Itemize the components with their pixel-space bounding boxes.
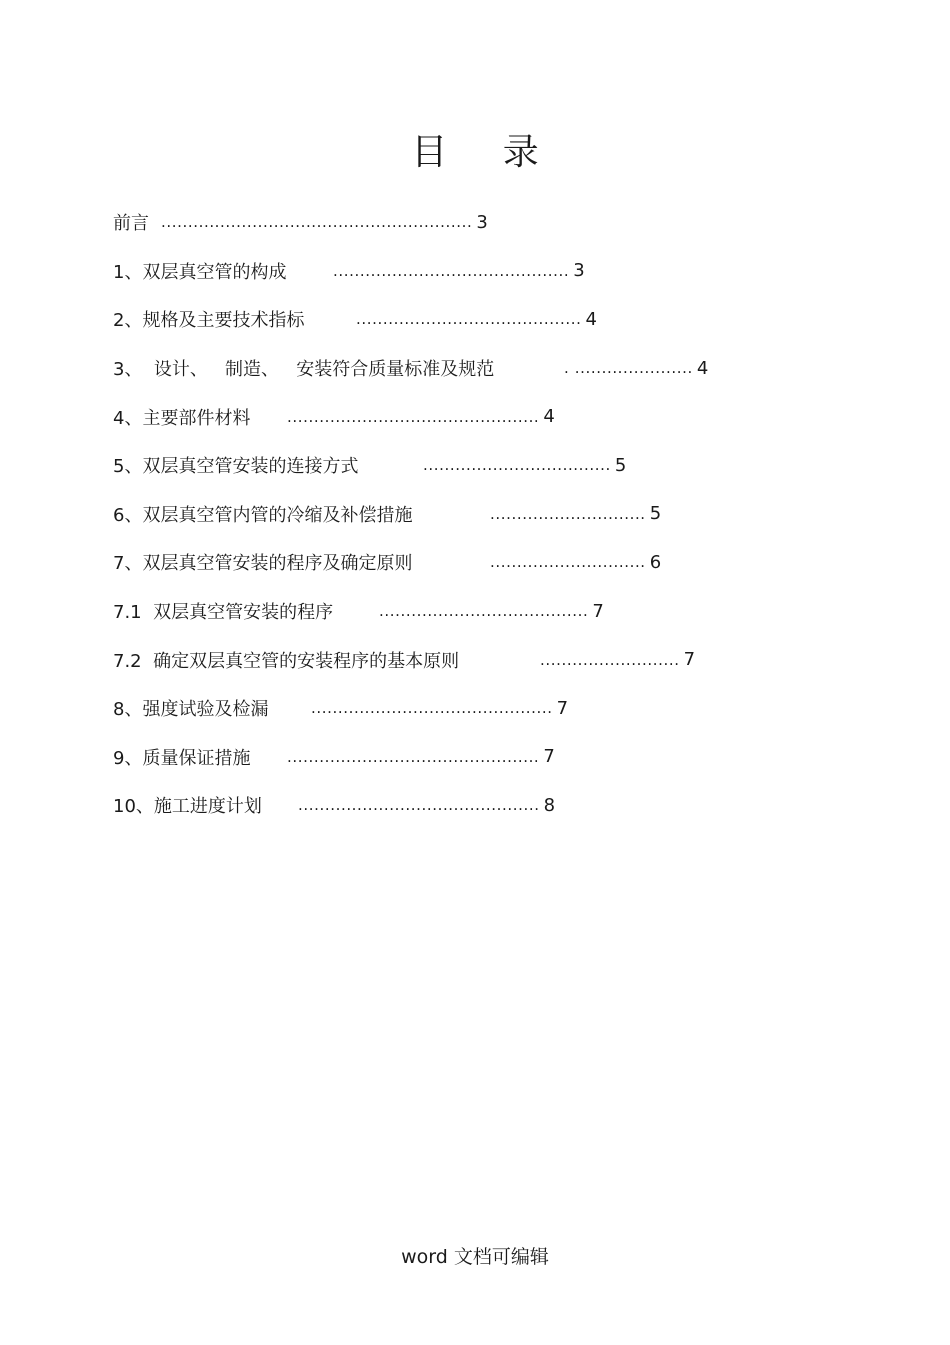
toc-entry-label: 8、强度试验及检漏 [113,699,269,721]
toc-entry-page: 6 [649,551,662,573]
toc-entry[interactable] [113,538,708,587]
toc-entry-label: 7.2 确定双层真空管的安装程序的基本原则 [113,650,460,672]
toc-entry-leader: .......................................... [356,310,582,329]
toc-entry[interactable] [113,490,708,539]
toc-entry[interactable] [113,635,708,684]
toc-entry-leader: ............................. [490,504,646,523]
toc-entry[interactable] [113,781,708,830]
toc-entry[interactable] [113,247,708,296]
toc-entry-label: 2、规格及主要技术指标 [113,310,305,332]
toc-entry-page: 7 [543,746,555,768]
toc-entry-leader: ............................. [490,553,646,572]
toc-entry[interactable] [113,392,708,441]
toc-entry-label: 6、双层真空管内管的冷缩及补偿措施 [113,504,413,526]
toc-entry-page: 7 [592,600,604,622]
toc-entry-label: 3、 设计、 制造、 安装符合质量标准及规范 [113,359,495,381]
toc-list [113,198,708,830]
toc-entry-leader: . ...................... [564,359,693,378]
toc-entry-label: 10、施工进度计划 [113,796,262,818]
toc-entry-label: 前言 [113,213,149,235]
toc-entry-page: 7 [683,649,696,671]
toc-entry-leader: ................................... [423,456,611,475]
toc-entry-label: 7.1 双层真空管安装的程序 [113,602,334,624]
toc-entry-leader: ....................................... [379,602,589,621]
toc-entry-leader: ............................................... [287,407,540,426]
footer-note: word 文档可编辑 [401,1246,549,1268]
toc-entry[interactable] [113,344,708,393]
toc-entry-label: 1、双层真空管的构成 [113,261,287,283]
toc-entry-leader: ............................................ [333,261,570,280]
toc-entry[interactable] [113,295,708,344]
toc-entry-page: 5 [649,503,662,525]
toc-title: 目 录 [411,132,561,173]
toc-entry-page: 4 [585,308,597,330]
toc-entry-label: 4、主要部件材料 [113,407,251,429]
toc-entry-label: 5、双层真空管安装的连接方式 [113,456,359,478]
toc-entry[interactable] [113,198,708,247]
toc-entry-leader: ............................................. [298,796,540,815]
toc-entry-page: 4 [696,357,709,379]
toc-entry-leader: .......................................................... [161,213,473,232]
toc-entry-page: 8 [543,794,556,816]
toc-entry-leader: .......................... [540,650,680,669]
toc-entry-page: 5 [614,454,627,476]
toc-entry[interactable] [113,441,708,490]
toc-entry-page: 7 [556,697,569,719]
toc-entry-leader: ............................................. [311,699,553,718]
toc-entry-page: 3 [476,211,488,233]
toc-entry-label: 7、双层真空管安装的程序及确定原则 [113,553,413,575]
toc-entry[interactable] [113,684,708,733]
toc-entry[interactable] [113,587,708,636]
toc-entry-leader: ............................................... [287,747,540,766]
toc-entry-page: 3 [573,260,585,282]
toc-entry-page: 4 [543,406,555,428]
toc-entry[interactable] [113,733,708,782]
toc-entry-label: 9、质量保证措施 [113,747,251,769]
